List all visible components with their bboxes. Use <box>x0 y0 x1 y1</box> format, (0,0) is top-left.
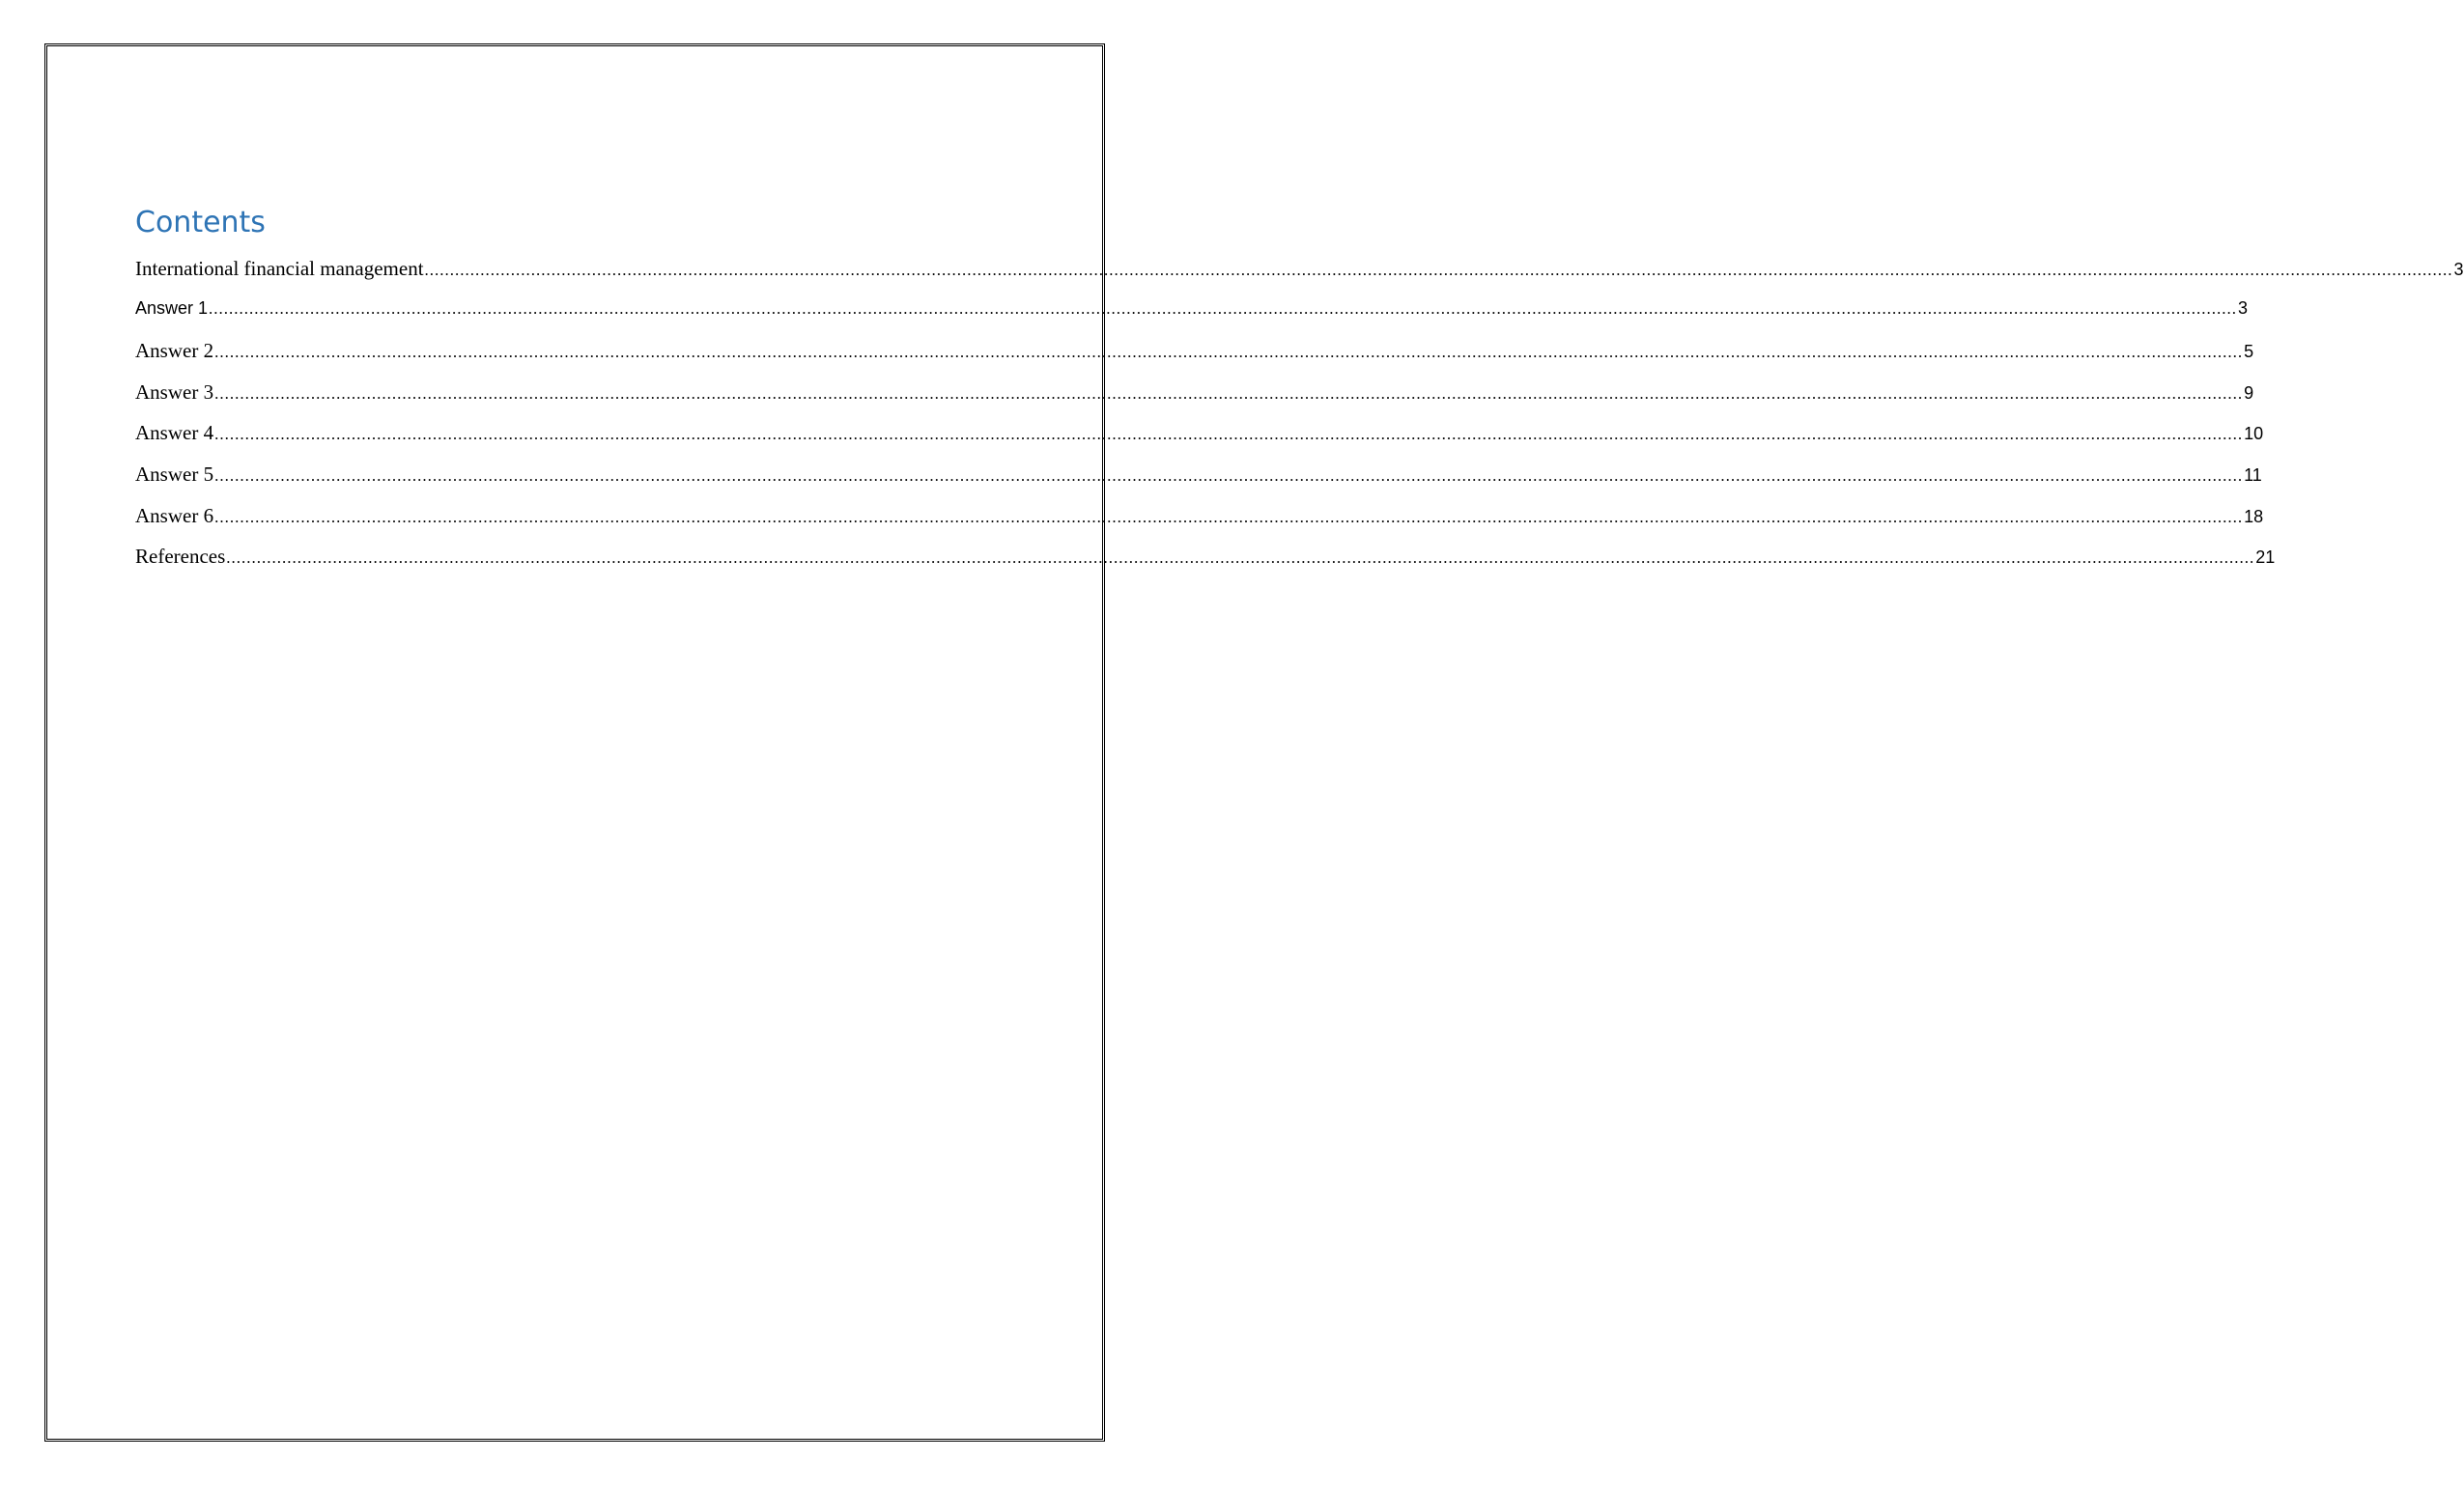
toc-entry-page: 9 <box>2244 382 2254 403</box>
toc-entry-label: Answer 3 <box>135 379 214 404</box>
toc-dot-leader: ................................................................................................................................................................................................................................................................................................................................................................................................................ <box>424 261 2453 279</box>
toc-entry-answer-6[interactable] <box>135 503 2264 546</box>
toc-entry-answer-2[interactable] <box>135 339 2254 380</box>
toc-dot-leader: ................................................................................................................................................................................................................................................................................................................................................................................................................ <box>214 383 2244 403</box>
toc-entry-label: Answer 2 <box>135 339 214 363</box>
toc-dot-leader: ................................................................................................................................................................................................................................................................................................................................................................................................................ <box>214 507 2244 526</box>
toc-entry-label: Answer 1 <box>135 297 209 318</box>
toc-entry-page: 10 <box>2244 424 2264 444</box>
toc-entry-page: 3 <box>2453 260 2464 279</box>
toc-entry-label: References <box>135 545 226 569</box>
toc-dot-leader: ................................................................................................................................................................................................................................................................................................................................................................................................................ <box>214 343 2244 362</box>
toc-dot-leader: ................................................................................................................................................................................................................................................................................................................................................................................................................ <box>226 548 2255 568</box>
toc-entry-page: 18 <box>2244 506 2264 526</box>
toc-entry-international-financial-management[interactable] <box>135 257 2464 298</box>
toc-entry-answer-4[interactable] <box>135 421 2264 463</box>
toc-entry-page: 5 <box>2244 342 2254 362</box>
toc-entry-label: Answer 4 <box>135 421 214 445</box>
toc-title: Contents <box>135 206 266 239</box>
toc-dot-leader: ................................................................................................................................................................................................................................................................................................................................................................................................................ <box>214 465 2244 485</box>
toc-entry-answer-1[interactable] <box>135 297 2249 340</box>
toc-entry-page: 21 <box>2255 547 2276 568</box>
toc-entry-label: Answer 6 <box>135 503 214 527</box>
toc-entry-references[interactable] <box>135 545 2276 586</box>
toc-entry-answer-5[interactable] <box>135 462 2262 504</box>
toc-entry-label: Answer 5 <box>135 462 214 486</box>
toc-entry-answer-3[interactable] <box>135 379 2254 422</box>
toc-entry-label: International financial management <box>135 257 424 280</box>
table-of-contents <box>135 203 2464 586</box>
toc-dot-leader: ................................................................................................................................................................................................................................................................................................................................................................................................................ <box>214 425 2244 444</box>
toc-entry-page: 3 <box>2238 297 2249 318</box>
toc-dot-leader: ................................................................................................................................................................................................................................................................................................................................................................................................................ <box>209 298 2238 318</box>
toc-entry-page: 11 <box>2244 464 2262 485</box>
